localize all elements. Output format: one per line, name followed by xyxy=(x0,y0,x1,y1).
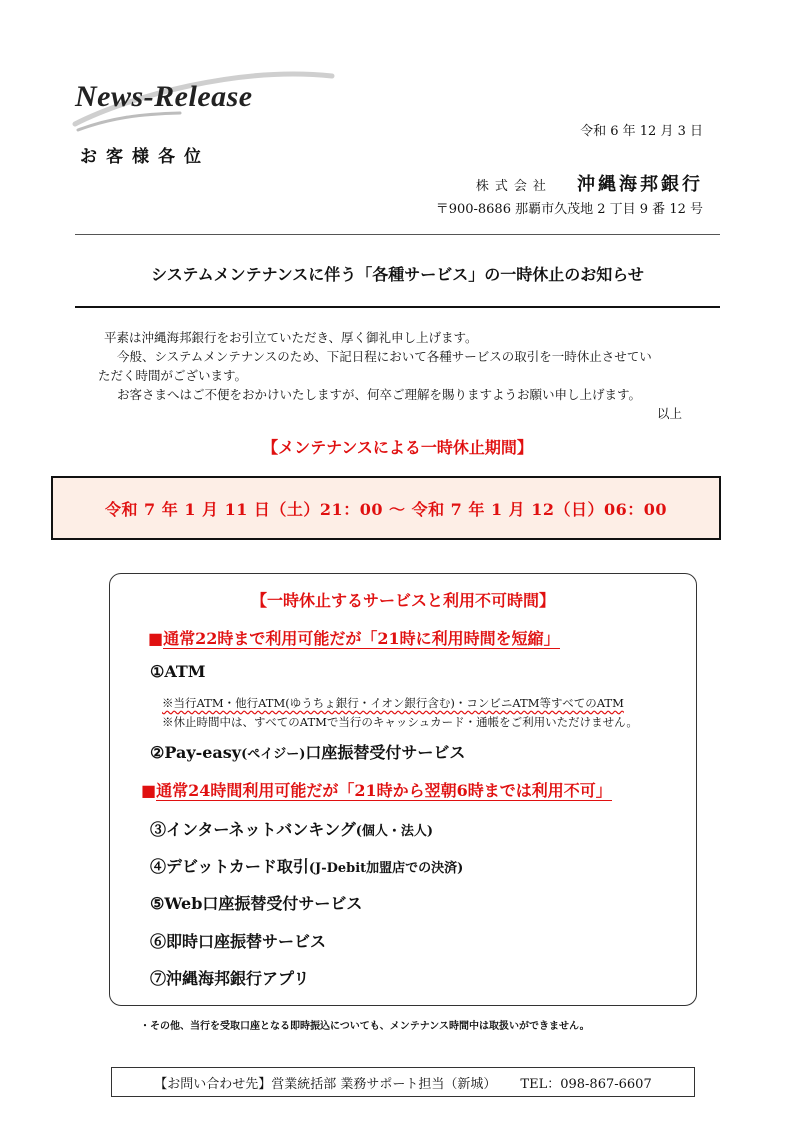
service-item-instant-transfer xyxy=(150,929,326,952)
square-icon: ■ xyxy=(141,781,157,800)
news-release-logo: News-Release xyxy=(75,80,253,113)
service-item-app xyxy=(150,966,309,989)
period-box xyxy=(51,476,721,540)
service-item-payeasy xyxy=(150,740,465,763)
services-heading: 【一時休止するサービスと利用不可時間】 xyxy=(250,591,555,610)
period-text: 令和 7 年 1 月 11 日（土）21：00 〜 令和 7 年 1 月 12（日）06：00 xyxy=(104,499,668,519)
body-text xyxy=(98,328,694,423)
service-item-label: ⑦沖縄海邦銀行アプリ xyxy=(150,969,310,988)
divider-title xyxy=(75,306,720,308)
service-item-label: ②Pay-easy xyxy=(150,743,242,762)
closing-mark: 以上 xyxy=(656,406,682,421)
service-item-debit-card xyxy=(150,854,463,877)
service-item-label: ①ATM xyxy=(150,662,206,681)
release-date: 令和 6 年 12 月 3 日 xyxy=(580,124,703,139)
category-2-heading xyxy=(141,778,612,801)
divider-top xyxy=(75,234,720,235)
service-item-internet-banking xyxy=(150,817,433,840)
contact-box xyxy=(111,1067,695,1097)
contact-label: 【お問い合わせ先】営業統括部 業務サポート担当（新城） xyxy=(154,1076,497,1092)
service-item-sublabel: (個人・法人) xyxy=(355,824,434,839)
category-1-heading xyxy=(148,626,560,649)
contact-tel: TEL：098-867-6607 xyxy=(520,1076,652,1092)
service-item-web-transfer xyxy=(150,891,362,914)
category-2-label: 通常24時間利用可能だが「21時から翌朝6時までは利用不可」 xyxy=(156,781,612,800)
service-item-label: ⑥即時口座振替サービス xyxy=(150,932,327,951)
service-item-label: ⑤Web口座振替受付サービス xyxy=(150,894,363,913)
bank-name: 沖縄海邦銀行 xyxy=(577,174,703,195)
service-item-label: ④デビットカード取引 xyxy=(150,857,309,876)
service-item-label-2: 口座振替受付サービス xyxy=(305,743,466,762)
body-paragraph-2-line1: 今般、システムメンテナンスのため、下記日程において各種サービスの取引を一時休止させてい xyxy=(117,349,652,364)
addressee: お客様各位 xyxy=(80,147,210,167)
service-item-sublabel: (ペイジー) xyxy=(241,747,306,762)
service-item-sublabel: (J-Debit加盟店での決済) xyxy=(308,861,464,876)
service-item-label: ③インターネットバンキング xyxy=(150,820,356,839)
page-title: システムメンテナンスに伴う「各種サービス」の一時休止のお知らせ xyxy=(151,265,644,284)
atm-note-1 xyxy=(162,695,624,711)
period-heading: 【メンテナンスによる一時休止期間】 xyxy=(262,438,533,457)
category-1-label: 通常22時まで利用可能だが「21時に利用時間を短縮」 xyxy=(163,629,560,648)
body-paragraph-1: 平素は沖縄海邦銀行をお引立ていただき、厚く御礼申し上げます。 xyxy=(104,330,478,345)
body-paragraph-2-line2: ただく時間がございます。 xyxy=(98,368,248,383)
bank-line xyxy=(476,170,703,196)
atm-note-1-text: ※当行ATM・他行ATM(ゆうちょ銀行・イオン銀行含む)・コンビニATM等すべてのATM xyxy=(162,696,624,710)
bank-prefix: 株式会社 xyxy=(475,179,552,194)
atm-note-2: ※休止時間中は、すべてのATMで当行のキャッシュカード・通帳をご利用いただけません。 xyxy=(162,715,638,729)
service-item-atm xyxy=(150,662,206,681)
body-paragraph-3: お客さまへはご不便をおかけいたしますが、何卒ご理解を賜りますようお願い申し上げます。 xyxy=(117,387,642,402)
square-icon: ■ xyxy=(148,629,164,648)
bank-address: 〒900-8686 那覇市久茂地 2 丁目 9 番 12 号 xyxy=(435,202,703,217)
footnote: ・その他、当行を受取口座となる即時振込についても、メンテナンス時間中は取扱いができません。 xyxy=(140,1021,590,1032)
